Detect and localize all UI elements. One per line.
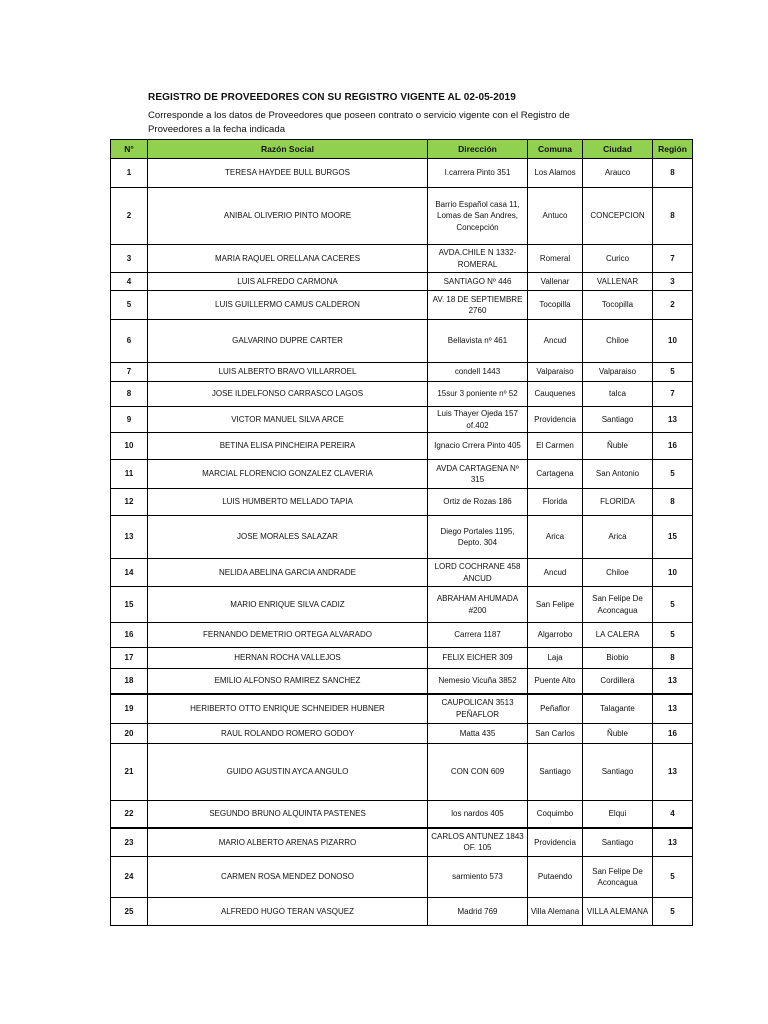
row-comuna: Putaendo [528,857,583,898]
row-region: 5 [653,587,693,623]
row-number: 9 [111,407,148,433]
row-razon-social: LUIS ALFREDO CARMONA [148,273,428,291]
row-comuna: Algarrobo [528,623,583,648]
row-comuna: Villa Alemana [528,898,583,926]
row-ciudad: VALLENAR [583,273,653,291]
row-comuna: Cauquenes [528,382,583,407]
row-direccion: Ortiz de Rozas 186 [428,489,528,516]
row-number: 25 [111,898,148,926]
table-row [111,245,693,273]
row-ciudad: Tocopilla [583,291,653,320]
row-comuna: Cartagena [528,460,583,489]
row-comuna: Peñaflor [528,694,583,724]
row-number: 24 [111,857,148,898]
row-ciudad: VILLA ALEMANA [583,898,653,926]
table-row [111,489,693,516]
row-region: 7 [653,382,693,407]
row-number: 11 [111,460,148,489]
row-comuna: Ancud [528,559,583,587]
row-comuna: Arica [528,516,583,559]
row-number: 19 [111,694,148,724]
table-row [111,898,693,926]
row-region: 5 [653,857,693,898]
row-number: 2 [111,188,148,245]
table-row [111,188,693,245]
row-number: 7 [111,363,148,382]
row-region: 13 [653,744,693,801]
row-region: 5 [653,898,693,926]
document-title: REGISTRO DE PROVEEDORES CON SU REGISTRO VIGENTE AL 02-05-2019 [148,92,516,103]
document-subtitle-line2: Proveedores a la fecha indicada [148,124,286,135]
row-comuna: Laja [528,648,583,669]
providers-table [110,139,693,926]
row-direccion: FELIX EICHER 309 [428,648,528,669]
row-number: 12 [111,489,148,516]
row-region: 16 [653,724,693,744]
row-comuna: Los Alamos [528,159,583,188]
row-ciudad: San Felipe De Aconcagua [583,857,653,898]
row-comuna: Vallenar [528,273,583,291]
row-razon-social: MARIO ALBERTO ARENAS PIZARRO [148,828,428,857]
row-ciudad: Ñuble [583,724,653,744]
row-direccion: los nardos 405 [428,801,528,828]
table-row [111,291,693,320]
row-ciudad: Curico [583,245,653,273]
row-ciudad: Talagante [583,694,653,724]
row-direccion: Barrio Español casa 11, Lomas de San Andres, Concepción [428,188,528,245]
row-razon-social: ANIBAL OLIVERIO PINTO MOORE [148,188,428,245]
row-ciudad: Elqui [583,801,653,828]
document-page [110,92,692,926]
table-row [111,382,693,407]
row-razon-social: VICTOR MANUEL SILVA ARCE [148,407,428,433]
row-razon-social: ALFREDO HUGO TERAN VASQUEZ [148,898,428,926]
row-razon-social: GUIDO AGUSTIN AYCA ANGULO [148,744,428,801]
row-region: 13 [653,407,693,433]
row-razon-social: RAUL ROLANDO ROMERO GODOY [148,724,428,744]
row-comuna: Coquimbo [528,801,583,828]
table-row [111,694,693,724]
row-region: 5 [653,363,693,382]
row-region: 10 [653,320,693,363]
table-row [111,460,693,489]
row-number: 16 [111,623,148,648]
row-comuna: Tocopilla [528,291,583,320]
table-row [111,724,693,744]
row-razon-social: JOSE MORALES SALAZAR [148,516,428,559]
row-direccion: Carrera 1187 [428,623,528,648]
header-comuna: Comuna [528,140,583,159]
row-number: 22 [111,801,148,828]
table-row [111,516,693,559]
header-number: N° [111,140,148,159]
row-ciudad: Valparaiso [583,363,653,382]
row-comuna: Puente Alto [528,669,583,694]
row-number: 15 [111,587,148,623]
header-ciudad: Ciudad [583,140,653,159]
row-comuna: Romeral [528,245,583,273]
table-row [111,648,693,669]
row-ciudad: Santiago [583,744,653,801]
row-razon-social: JOSE ILDELFONSO CARRASCO LAGOS [148,382,428,407]
row-direccion: Diego Portales 1195, Depto. 304 [428,516,528,559]
row-ciudad: Ñuble [583,433,653,460]
row-ciudad: Chiloe [583,559,653,587]
table-row [111,320,693,363]
row-ciudad: Arica [583,516,653,559]
row-number: 17 [111,648,148,669]
row-razon-social: TERESA HAYDEE BULL BURGOS [148,159,428,188]
row-comuna: San Felipe [528,587,583,623]
table-header-row [111,140,693,159]
row-razon-social: BETINA ELISA PINCHEIRA PEREIRA [148,433,428,460]
document-subtitle-line1: Corresponde a los datos de Proveedores que poseen contrato o servicio vigente con el Registro de [148,110,570,121]
row-ciudad: Biobio [583,648,653,669]
table-row [111,857,693,898]
table-row [111,559,693,587]
row-direccion: CARLOS ANTUNEZ 1843 OF. 105 [428,828,528,857]
row-ciudad: talca [583,382,653,407]
row-region: 13 [653,828,693,857]
row-region: 8 [653,648,693,669]
row-number: 3 [111,245,148,273]
row-comuna: El Carmen [528,433,583,460]
row-region: 8 [653,489,693,516]
row-direccion: Madrid 769 [428,898,528,926]
row-direccion: Bellavista nº 461 [428,320,528,363]
row-region: 10 [653,559,693,587]
row-direccion: CON CON 609 [428,744,528,801]
row-number: 4 [111,273,148,291]
row-comuna: Valparaiso [528,363,583,382]
row-direccion: condell 1443 [428,363,528,382]
row-direccion: 15sur 3 poniente nº 52 [428,382,528,407]
row-direccion: AV. 18 DE SEPTIEMBRE 2760 [428,291,528,320]
row-ciudad: Arauco [583,159,653,188]
row-razon-social: GALVARINO DUPRE CARTER [148,320,428,363]
header-razon-social: Razón Social [148,140,428,159]
table-body [111,159,693,926]
row-razon-social: SEGUNDO BRUNO ALQUINTA PASTENES [148,801,428,828]
row-number: 14 [111,559,148,587]
row-region: 4 [653,801,693,828]
row-razon-social: MARIA RAQUEL ORELLANA CACERES [148,245,428,273]
row-razon-social: LUIS HUMBERTO MELLADO TAPIA [148,489,428,516]
row-razon-social: LUIS ALBERTO BRAVO VILLARROEL [148,363,428,382]
row-direccion: ABRAHAM AHUMADA #200 [428,587,528,623]
table-row [111,433,693,460]
row-ciudad: San Felipe De Aconcagua [583,587,653,623]
row-comuna: Santiago [528,744,583,801]
row-number: 13 [111,516,148,559]
row-number: 10 [111,433,148,460]
row-direccion: Ignacio Crrera Pinto 405 [428,433,528,460]
row-comuna: Providencia [528,828,583,857]
table-row [111,407,693,433]
row-razon-social: HERIBERTO OTTO ENRIQUE SCHNEIDER HUBNER [148,694,428,724]
row-region: 16 [653,433,693,460]
row-ciudad: Cordillera [583,669,653,694]
row-direccion: Matta 435 [428,724,528,744]
row-comuna: Ancud [528,320,583,363]
row-region: 8 [653,159,693,188]
row-razon-social: HERNAN ROCHA VALLEJOS [148,648,428,669]
row-number: 1 [111,159,148,188]
row-direccion: AVDA.CHILE N 1332- ROMERAL [428,245,528,273]
table-row [111,744,693,801]
header-direccion: Dirección [428,140,528,159]
header-region: Región [653,140,693,159]
row-region: 5 [653,623,693,648]
row-direccion: AVDA CARTAGENA Nº 315 [428,460,528,489]
row-ciudad: San Antonio [583,460,653,489]
row-number: 20 [111,724,148,744]
row-comuna: Florida [528,489,583,516]
row-ciudad: Chiloe [583,320,653,363]
row-direccion: Nemesio Vicuña 3852 [428,669,528,694]
row-direccion: sarmiento 573 [428,857,528,898]
table-row [111,623,693,648]
row-region: 13 [653,694,693,724]
row-comuna: Providencia [528,407,583,433]
row-ciudad: Santiago [583,407,653,433]
row-razon-social: MARIO ENRIQUE SILVA CADIZ [148,587,428,623]
row-region: 15 [653,516,693,559]
row-razon-social: EMILIO ALFONSO RAMIREZ SANCHEZ [148,669,428,694]
row-razon-social: FERNANDO DEMETRIO ORTEGA ALVARADO [148,623,428,648]
row-region: 2 [653,291,693,320]
row-region: 3 [653,273,693,291]
table-row [111,363,693,382]
row-direccion: Luis Thayer Ojeda 157 of.402 [428,407,528,433]
row-direccion: CAUPOLICAN 3513 PEÑAFLOR [428,694,528,724]
table-row [111,159,693,188]
table-row [111,801,693,828]
row-ciudad: FLORIDA [583,489,653,516]
row-comuna: San Carlos [528,724,583,744]
row-ciudad: CONCEPCION [583,188,653,245]
row-comuna: Antuco [528,188,583,245]
row-region: 5 [653,460,693,489]
table-row [111,828,693,857]
row-direccion: SANTIAGO Nº 446 [428,273,528,291]
row-razon-social: NELIDA ABELINA GARCIA ANDRADE [148,559,428,587]
table-row [111,669,693,694]
row-region: 7 [653,245,693,273]
table-row [111,273,693,291]
row-number: 21 [111,744,148,801]
row-ciudad: LA CALERA [583,623,653,648]
row-razon-social: MARCIAL FLORENCIO GONZALEZ CLAVERIA [148,460,428,489]
row-number: 23 [111,828,148,857]
row-number: 18 [111,669,148,694]
row-number: 5 [111,291,148,320]
row-region: 13 [653,669,693,694]
row-direccion: I.carrera Pinto 351 [428,159,528,188]
row-razon-social: LUIS GUILLERMO CAMUS CALDERON [148,291,428,320]
row-number: 6 [111,320,148,363]
row-number: 8 [111,382,148,407]
table-row [111,587,693,623]
row-razon-social: CARMEN ROSA MENDEZ DONOSO [148,857,428,898]
row-ciudad: Santiago [583,828,653,857]
row-region: 8 [653,188,693,245]
row-direccion: LORD COCHRANE 458 ANCUD [428,559,528,587]
